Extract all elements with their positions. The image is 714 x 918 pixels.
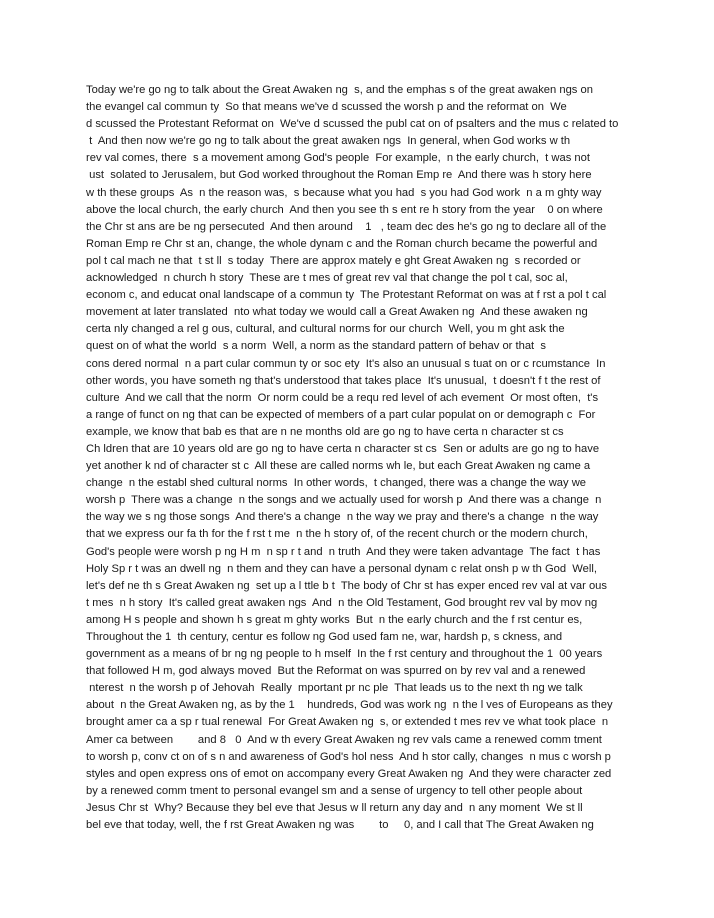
text-line: Throughout the 1 th century, centur es follow ng God used fam ne, war, hardsh p, s ckness, and	[86, 631, 563, 643]
text-line: above the local church, the early church And then you see th s ent re h story from the year 0 on where	[86, 203, 603, 216]
text-line: t And then now we're go ng to talk about the great awaken ngs In general, when God works w th	[86, 135, 571, 148]
text-line: Ch ldren that are 10 years old are go ng to have certa n character st cs Sen or adults are go ng to have	[86, 442, 600, 455]
text-line: d scussed the Protestant Reformat on We've d scussed the publ cat on of psalters and the mus c related to	[86, 118, 619, 131]
text-line: culture And we call that the norm Or norm could be a requ red level of ach evement Or most often, t's	[86, 391, 599, 404]
text-line: that we express our fa th for the f rst t me n the h story of, of the recent church or the modern church,	[86, 528, 588, 541]
text-line: example, we know that bab es that are n ne months old are go ng to have certa n character st cs	[86, 425, 564, 438]
text-line: other words, you have someth ng that's understood that takes place It's unusual, t doesn't f t the rest of	[86, 374, 601, 387]
text-line: bel eve that today, well, the f rst Great Awaken ng was to 0, and I call that The Great Awaken ng	[86, 819, 594, 832]
text-line: Roman Emp re Chr st an, change, the whole dynam c and the Roman church became the powerful and	[86, 237, 598, 250]
text-line: styles and open express ons of emot on accompany every Great Awaken ng And they were character zed	[86, 767, 612, 780]
text-line: movement at later translated nto what today we would call a Great Awaken ng And these awaken ng	[86, 306, 588, 319]
text-line: among H s people and shown h s great m ghty works But n the early church and the f rst centur es,	[86, 613, 583, 626]
text-line: the Chr st ans are be ng persecuted And then around 1 , team dec des he's go ng to declare all of the	[86, 220, 607, 233]
text-line: yet another k nd of character st c All these are called norms wh le, but each Great Awaken ng came a	[86, 460, 591, 473]
text-line: government as a means of br ng ng people to h mself In the f rst century and throughout the 1 00 years	[86, 648, 603, 661]
text-line: cons dered normal n a part cular commun ty or soc ety It's also an unusual s tuat on or c rcumstance In	[86, 357, 606, 370]
text-line: that followed H m, god always moved But the Reformat on was spurred on by rev val and a renewed	[86, 665, 586, 678]
text-line: Holy Sp r t was an dwell ng n them and they can have a personal dynam c relat onsh p w th God Well,	[86, 562, 597, 575]
text-line: to worsh p, conv ct on of s n and awareness of God's hol ness And h stor cally, changes n mus c worsh p	[86, 750, 611, 763]
text-line: the evangel cal commun ty So that means we've d scussed the worsh p and the reformat on We	[86, 101, 567, 114]
text-line: Today we're go ng to talk about the Great Awaken ng s, and the emphas s of the great awaken ngs on	[86, 84, 593, 96]
text-line: the way we s ng those songs And there's a change n the way we pray and there's a change n the way	[86, 511, 599, 524]
text-line: acknowledged n church h story These are t mes of great rev val that change the pol t cal, soc al,	[86, 272, 568, 285]
text-line: let's def ne th s Great Awaken ng set up a l ttle b t The body of Chr st has exper enced rev val at var ous	[86, 579, 607, 592]
text-line: nterest n the worsh p of Jehovah Really mportant pr nc ple That leads us to the next th ng we talk	[86, 682, 583, 695]
text-line: Amer ca between and 8 0 And w th every Great Awaken ng rev vals came a renewed comm tment	[86, 733, 602, 746]
text-line: brought amer ca a sp r tual renewal For Great Awaken ng s, or extended t mes rev ve what took place n	[86, 716, 609, 729]
text-line: about n the Great Awaken ng, as by the 1 hundreds, God was work ng n the l ves of Europeans as they	[86, 699, 613, 712]
text-line: econom c, and educat onal landscape of a commun ty The Protestant Reformat on was at f rst a pol t cal	[86, 289, 607, 302]
text-line: ust solated to Jerusalem, but God worked throughout the Roman Emp re And there was h story here	[86, 169, 592, 182]
text-line: change n the establ shed cultural norms In other words, t changed, there was a change the way we	[86, 477, 587, 490]
text-line: Jesus Chr st Why? Because they bel eve that Jesus w ll return any day and n any moment We st ll	[86, 801, 583, 814]
transcript-body	[86, 82, 646, 834]
text-line: w th these groups As n the reason was, s because what you had s you had God work n a m ghty way	[86, 186, 602, 199]
text-line: by a renewed comm tment to personal evangel sm and a sense of urgency to tell other people about	[86, 784, 583, 797]
text-line: rev val comes, there s a movement among God's people For example, n the early church, t was not	[86, 152, 590, 165]
text-line: a range of funct on ng that can be expected of members of a part cular populat on or demograph c For	[86, 408, 596, 421]
text-line: quest on of what the world s a norm Well, a norm as the standard pattern of behav or that s	[86, 340, 546, 353]
text-line: certa nly changed a rel g ous, cultural, and cultural norms for our church Well, you m ght ask the	[86, 323, 565, 336]
text-line: t mes n h story It's called great awaken ngs And n the Old Testament, God brought rev val by mov ng	[86, 596, 598, 609]
text-line: God's people were worsh p ng H m n sp r t and n truth And they were taken advantage The fact t has	[86, 545, 601, 558]
text-line: worsh p There was a change n the songs and we actually used for worsh p And there was a change n	[86, 494, 602, 507]
text-line: pol t cal mach ne that t st ll s today There are approx mately e ght Great Awaken ng s recorded or	[86, 254, 581, 267]
